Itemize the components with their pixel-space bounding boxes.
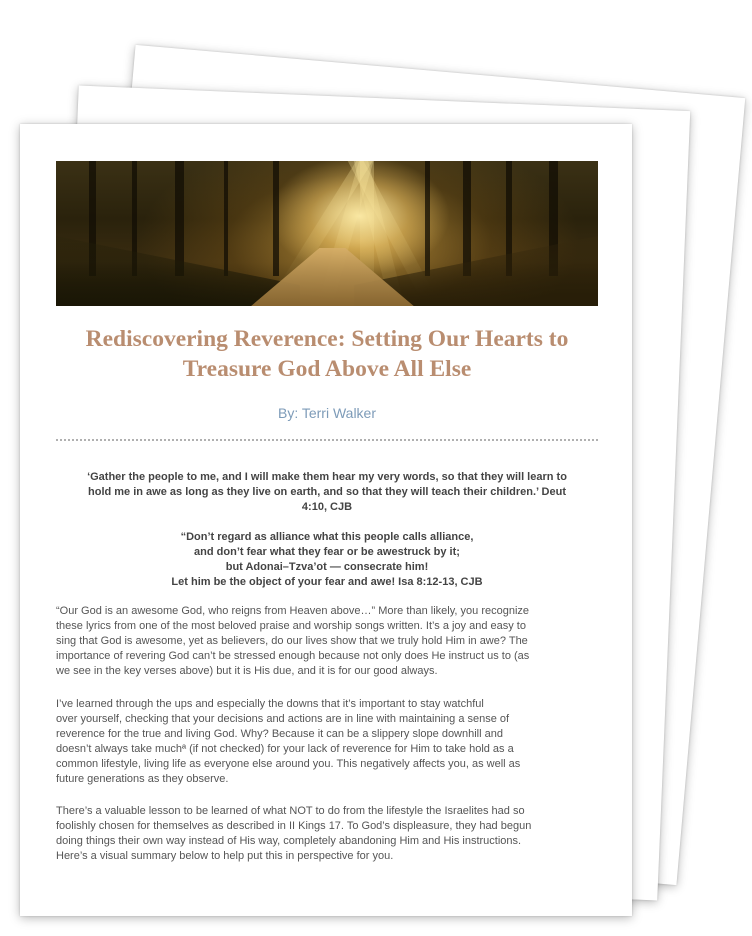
article-title-line-2: Treasure God Above All Else [182,356,472,382]
article-title [60,324,594,384]
paragraph-line: we see in the key verses above) but it is His due, and it is for our good always. [56,665,438,677]
paragraph-line: these lyrics from one of the most beloved praise and worship songs written. It’s a joy and easy to [56,620,526,632]
paragraph-line: “Our God is an awesome God, who reigns from Heaven above…” More than likely, you recognize [56,605,530,617]
body-paragraph-3 [56,804,600,864]
paragraph-line: common lifestyle, living life as everyone else around you. This negatively affects you, as well as [56,758,521,770]
dotted-divider [56,439,598,441]
verse-line: ‘Gather the people to me, and I will make them hear my very words, so that they will learn to [87,471,567,483]
verse-line: but Adonai–Tzva’ot — consecrate him! [225,561,429,573]
verse-line: 4:10, CJB [301,501,353,513]
paragraph-line: I’ve learned through the ups and especially the downs that it’s important to stay watchful [56,698,484,710]
key-verse-deut [60,470,594,515]
forest-path-photo [56,161,598,306]
paragraph-line: There’s a valuable lesson to be learned of what NOT to do from the lifestyle the Israelites had so [56,805,525,817]
body-paragraph-2 [56,697,600,787]
verse-line: hold me in awe as long as they live on earth, and so that they will teach their children.’ Deut [88,486,566,498]
paragraph-line: Here’s a visual summary below to help put this in perspective for you. [56,850,394,862]
article-title-line-1: Rediscovering Reverence: Setting Our Hearts to [85,326,569,352]
author-byline: By: Terri Walker [277,405,376,421]
paragraph-line: doing things their own way instead of His way, completely abandoning Him and His instructions. [56,835,522,847]
front-page-sheet [20,124,632,916]
verse-line: Let him be the object of your fear and awe! Isa 8:12-13, CJB [171,576,483,588]
paragraph-line: importance of revering God can’t be stressed enough because not only does He instruct us to (as [56,650,530,662]
paragraph-line: foolishly chosen for themselves as described in II Kings 17. To God’s displeasure, they had begun [56,820,532,832]
verse-line: and don’t fear what they fear or be awestruck by it; [194,546,460,558]
paragraph-line: over yourself, checking that your decisions and actions are in line with maintaining a sense of [56,713,510,725]
body-paragraph-1 [56,604,600,679]
key-verse-isaiah [60,530,594,590]
paragraph-line: reverence for the true and living God. Why? Because it can be a slippery slope downhill and [56,728,503,740]
verse-line: “Don’t regard as alliance what this people calls alliance, [180,531,474,543]
paragraph-line: future generations as they observe. [56,773,229,785]
paragraph-line: sing that God is awesome, yet as believers, do our lives show that we truly hold Him in awe? The [56,635,528,647]
paragraph-line: doesn’t always take muchª (if not checked) for your lack of reverence for Him to take hold as a [56,743,514,755]
